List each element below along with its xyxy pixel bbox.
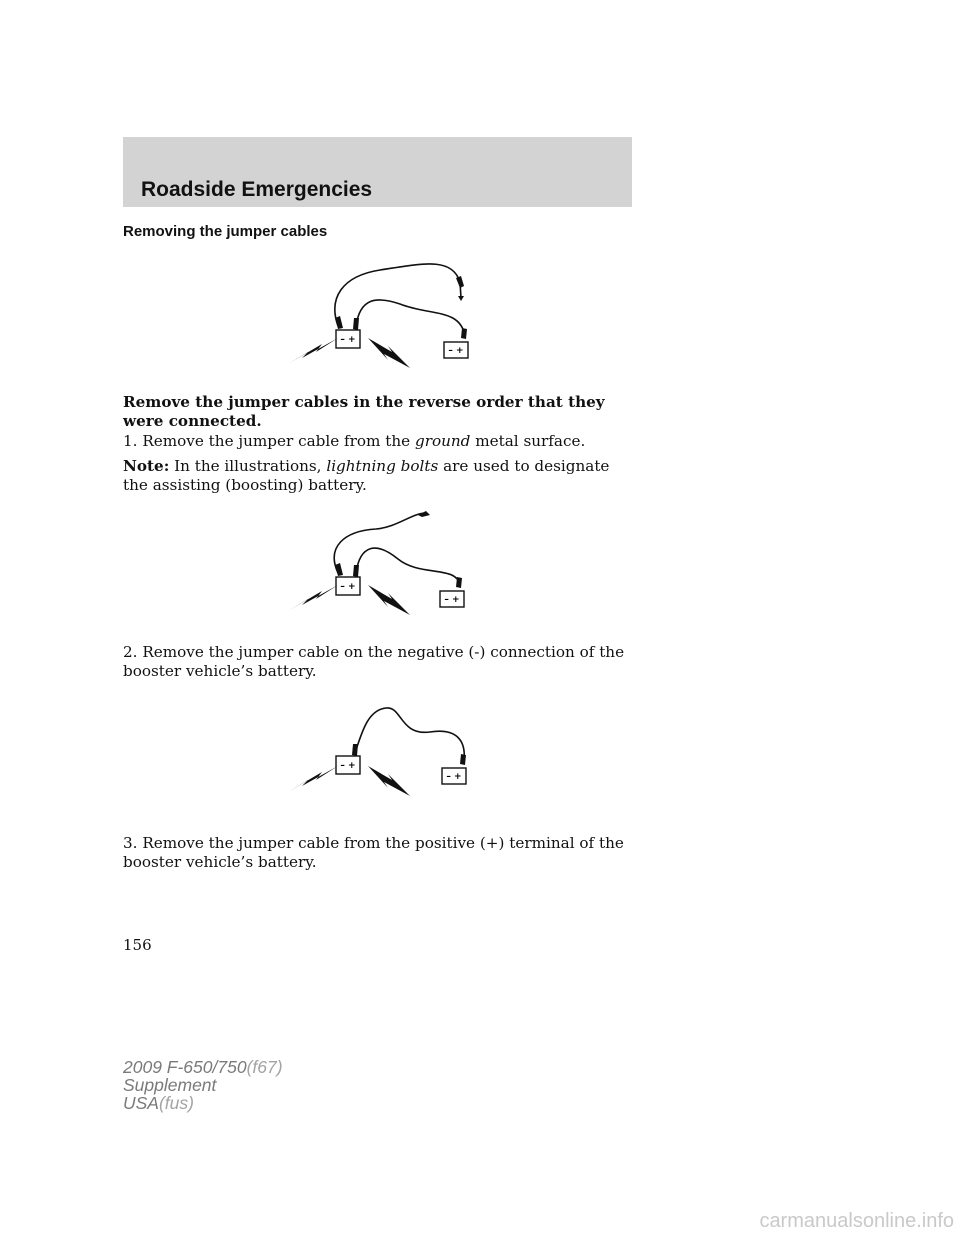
svg-text:– +: – + [340, 582, 356, 592]
svg-text:– +: – + [340, 761, 356, 771]
footer-model: 2009 F-650/750 [123, 1057, 247, 1077]
page-number: 156 [123, 936, 152, 954]
page-title: Roadside Emergencies [141, 178, 373, 201]
watermark: carmanualsonline.info [759, 1210, 954, 1232]
disabled-battery-terminals: – + [448, 346, 464, 356]
lightning-bolt-left-icon [288, 585, 338, 611]
lightning-bolt-left-icon [288, 766, 338, 792]
step-1: 1. Remove the jumper cable from the ground metal surface. [123, 432, 586, 450]
document-footer [123, 1058, 283, 1112]
figure-all-cables-connected [280, 258, 480, 378]
intro-text: Remove the jumper cables in the reverse order that they were connected. [123, 393, 605, 430]
lightning-bolt-right-icon [368, 585, 410, 615]
note: Note: In the illustrations, lightning bolts are used to designate the assisting (boosting) battery. [123, 457, 610, 494]
footer-region: USA [123, 1093, 159, 1113]
lightning-bolt-right-icon [368, 338, 410, 368]
footer-supplement: Supplement [123, 1075, 217, 1095]
section-heading: Removing the jumper cables [123, 223, 328, 240]
figure-positive-cable-remaining [280, 700, 480, 800]
lightning-bolt-left-icon [288, 338, 338, 364]
booster-battery-terminals: – + [340, 335, 356, 345]
footer-code: (f67) [246, 1057, 283, 1077]
lightning-bolt-right-icon [368, 766, 410, 796]
svg-text:– +: – + [444, 595, 460, 605]
step-3: 3. Remove the jumper cable from the positive (+) terminal of the booster vehicle’s battery. [123, 834, 624, 871]
step-2: 2. Remove the jumper cable on the negative (-) connection of the booster vehicle’s battery. [123, 643, 625, 680]
footer-region-code: (fus) [158, 1093, 194, 1113]
figure-ground-removed [280, 505, 480, 625]
svg-text:– +: – + [446, 772, 462, 782]
